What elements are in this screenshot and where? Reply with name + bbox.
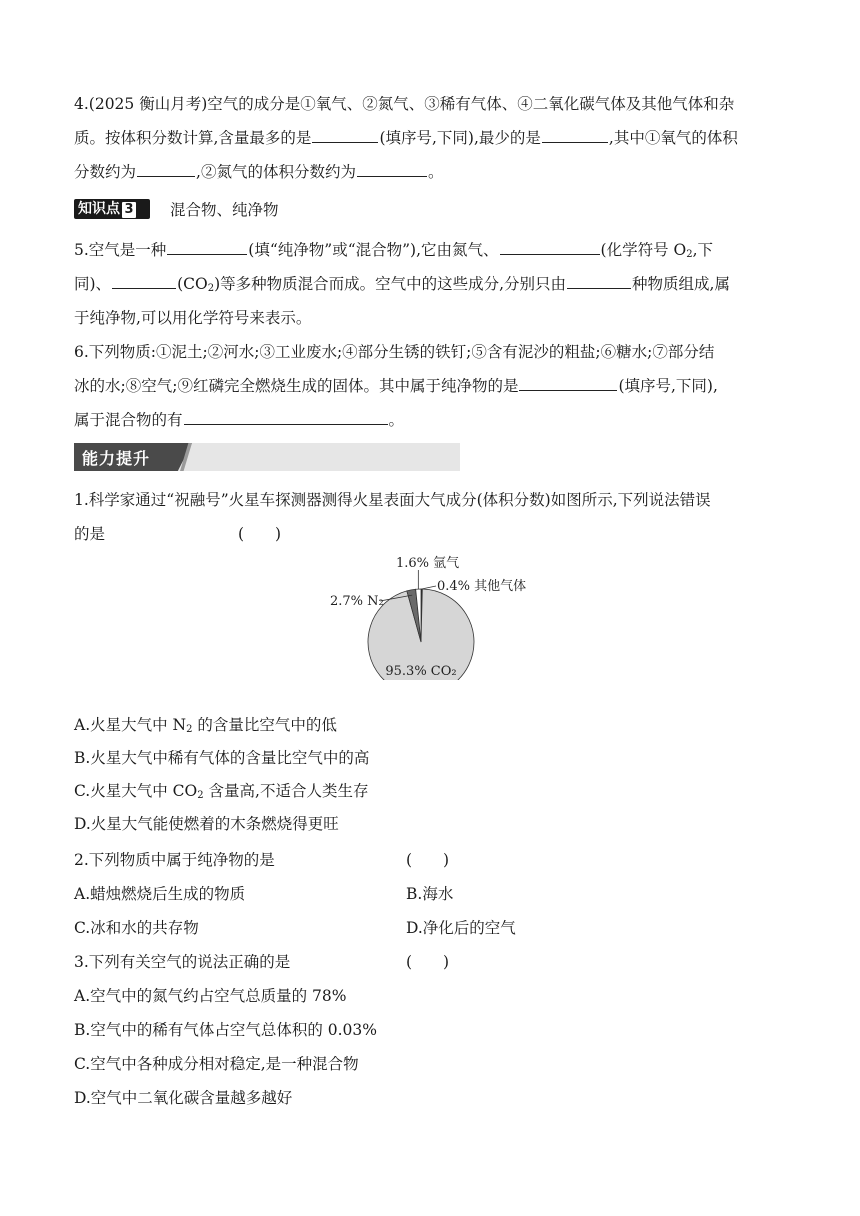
q5-text: (CO — [177, 275, 208, 293]
p3-option-d[interactable]: D.空气中二氧化碳含量越多越好 — [74, 1089, 293, 1107]
q4-text: 4.(2025 衡山月考)空气的成分是①氧气、②氮气、③稀有气体、④二氧化碳气体及其他气体和杂 — [74, 95, 735, 113]
q6-line3 — [74, 410, 404, 430]
q5-line2 — [74, 274, 730, 299]
q4-text: 分数约为 — [74, 163, 137, 181]
badge-number: 3 — [122, 202, 136, 218]
option-text: A.火星大气中 N — [74, 716, 187, 734]
answer-blank[interactable] — [500, 240, 600, 255]
q5-line3: 于纯净物,可以用化学符号来表示。 — [74, 309, 312, 327]
p2-option-a[interactable]: A.蜡烛燃烧后生成的物质 — [74, 885, 246, 903]
p1-option-c[interactable] — [74, 781, 368, 806]
q5-text: 5.空气是一种 — [74, 241, 167, 259]
option-text: 的含量比空气中的低 — [192, 716, 337, 734]
q4-line1 — [74, 94, 734, 114]
answer-paren[interactable]: ( ) — [238, 525, 282, 543]
q4-text: ,其中①氧气的体积 — [608, 129, 738, 147]
p2-option-c[interactable]: C.冰和水的共存物 — [74, 919, 199, 937]
q4-text: 质。按体积分数计算,含量最多的是 — [74, 129, 312, 147]
p3-option-b[interactable]: B.空气中的稀有气体占空气总体积的 0.03% — [74, 1021, 377, 1039]
p1-option-b[interactable] — [74, 748, 369, 768]
p1-option-a[interactable] — [74, 715, 337, 740]
p2-option-d[interactable]: D.净化后的空气 — [406, 919, 516, 937]
q6-text: 冰的水;⑧空气;⑨红磷完全燃烧生成的固体。其中属于纯净物的是 — [74, 377, 519, 395]
p1-line2 — [74, 524, 105, 544]
pie-label: 0.4% 其他气体 — [437, 579, 527, 594]
p2-stem: 2.下列物质中属于纯净物的是 — [74, 851, 275, 869]
p3-stem: 3.下列有关空气的说法正确的是 — [74, 953, 291, 971]
answer-blank[interactable] — [542, 128, 608, 143]
p3-option-a[interactable]: A.空气中的氮气约占空气总质量的 78% — [74, 987, 347, 1005]
option-text: B.火星大气中稀有气体的含量比空气中的高 — [74, 749, 370, 767]
q6-line1: 6.下列物质:①泥土;②河水;③工业废水;④部分生锈的铁钉;⑤含有泥沙的粗盐;⑥糖水;⑦部分结 — [74, 343, 715, 361]
banner-label: 能力提升 — [82, 449, 151, 468]
leader-line — [422, 586, 436, 589]
q5-text: (填“纯净物”或“混合物”),它由氮气、 — [248, 241, 499, 259]
subscript: 2 — [207, 283, 215, 294]
mars-atmosphere-pie-chart — [0, 550, 860, 680]
q4-text: 。 — [427, 163, 444, 181]
option-text: C.火星大气中 CO — [74, 782, 198, 800]
answer-paren[interactable]: ( ) — [406, 953, 450, 971]
q4-line2 — [74, 128, 738, 148]
pie-label: 95.3% CO₂ — [385, 664, 457, 679]
p1-line1: 1.科学家通过“祝融号”火星车探测器测得火星表面大气成分(体积分数)如图所示,下列说法错误 — [74, 491, 711, 509]
q4-text: ,②氮气的体积分数约为 — [196, 163, 356, 181]
answer-blank[interactable] — [567, 274, 631, 289]
p1-option-d[interactable] — [74, 814, 339, 834]
q6-text: (填序号,下同), — [618, 377, 718, 395]
ability-banner — [74, 443, 460, 471]
p1-text: 的是 — [74, 525, 106, 543]
option-text: D.火星大气能使燃着的木条燃烧得更旺 — [74, 815, 339, 833]
q5-text: )等多种物质混合而成。空气中的这些成分,分别只由 — [214, 275, 567, 293]
answer-blank[interactable] — [357, 162, 427, 177]
subscript: 2 — [186, 724, 193, 735]
option-text: 含量高,不适合人类生存 — [203, 782, 369, 800]
subscript: 2 — [686, 249, 693, 260]
q5-text: 同)、 — [74, 275, 112, 293]
pie-label: 1.6% 氩气 — [396, 556, 460, 571]
answer-paren[interactable]: ( ) — [406, 851, 450, 869]
q5-text: 种物质组成,属 — [632, 275, 730, 293]
badge-label: 知识点 — [78, 201, 120, 217]
q5-text: ,下 — [692, 241, 714, 259]
answer-blank[interactable] — [519, 376, 617, 391]
answer-blank[interactable] — [167, 240, 247, 255]
q4-text: (填序号,下同),最少的是 — [379, 129, 541, 147]
q6-line2 — [74, 376, 718, 396]
q6-text: 属于混合物的有 — [74, 411, 183, 429]
answer-blank[interactable] — [137, 162, 195, 177]
subscript: 2 — [197, 790, 204, 801]
answer-blank[interactable] — [112, 274, 176, 289]
q5-line1 — [74, 240, 713, 265]
p3-option-c[interactable]: C.空气中各种成分相对稳定,是一种混合物 — [74, 1055, 359, 1073]
p2-option-b[interactable]: B.海水 — [406, 885, 454, 903]
q5-text: (化学符号 O — [600, 241, 687, 259]
answer-blank[interactable] — [312, 128, 378, 143]
knowledge-point-badge — [74, 199, 150, 219]
q4-line3 — [74, 162, 443, 182]
answer-blank[interactable] — [184, 410, 388, 425]
q6-text: 。 — [388, 411, 405, 429]
section-title: 混合物、纯净物 — [170, 201, 279, 219]
pie-label: 2.7% N₂ — [330, 594, 384, 609]
